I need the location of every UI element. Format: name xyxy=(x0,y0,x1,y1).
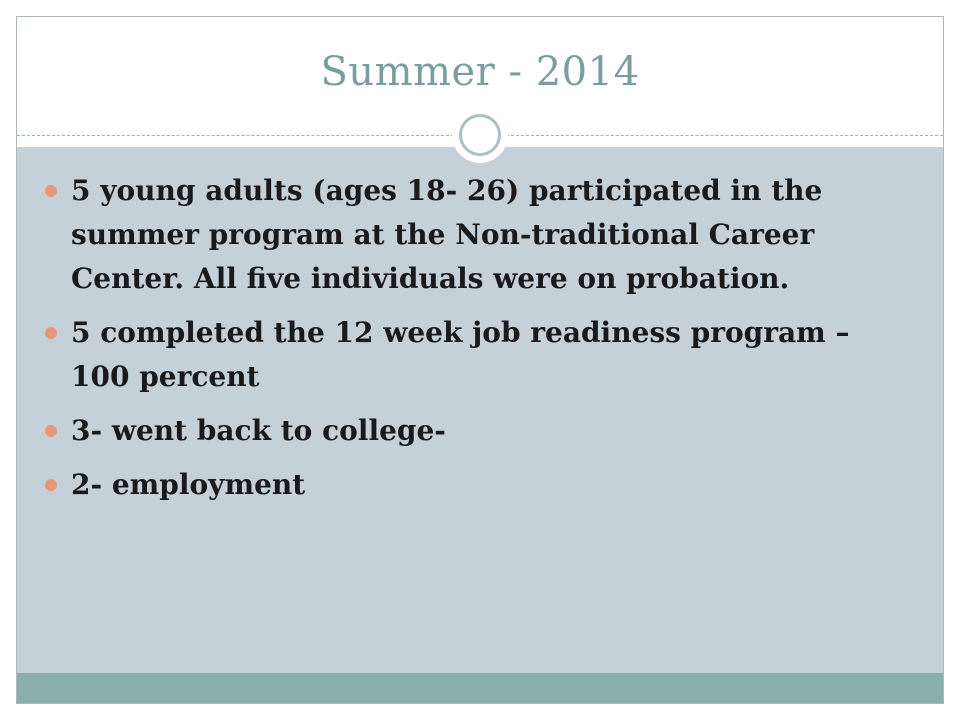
slide xyxy=(16,16,944,704)
bullet-item xyxy=(45,463,905,507)
ring-inner xyxy=(459,114,501,156)
bullet-list xyxy=(45,169,905,517)
bullet-marker-icon xyxy=(45,327,57,339)
footer-bar xyxy=(17,673,943,703)
bullet-item xyxy=(45,169,905,301)
bullet-text: 5 completed the 12 week job readiness program – 100 percent xyxy=(71,316,850,393)
bullet-marker-icon xyxy=(45,425,57,437)
bullet-text: 5 young adults (ages 18- 26) participated in the summer program at the Non-traditional Career Center. All five individuals were on probation. xyxy=(71,174,823,295)
bullet-item xyxy=(45,311,905,399)
content-area xyxy=(17,147,943,673)
decorative-ring-icon xyxy=(452,107,508,163)
bullet-text: 3- went back to college- xyxy=(71,414,446,447)
slide-title: Summer - 2014 xyxy=(320,49,640,95)
bullet-marker-icon xyxy=(45,185,57,197)
bullet-marker-icon xyxy=(45,479,57,491)
bullet-item xyxy=(45,409,905,453)
bullet-text: 2- employment xyxy=(71,468,306,501)
